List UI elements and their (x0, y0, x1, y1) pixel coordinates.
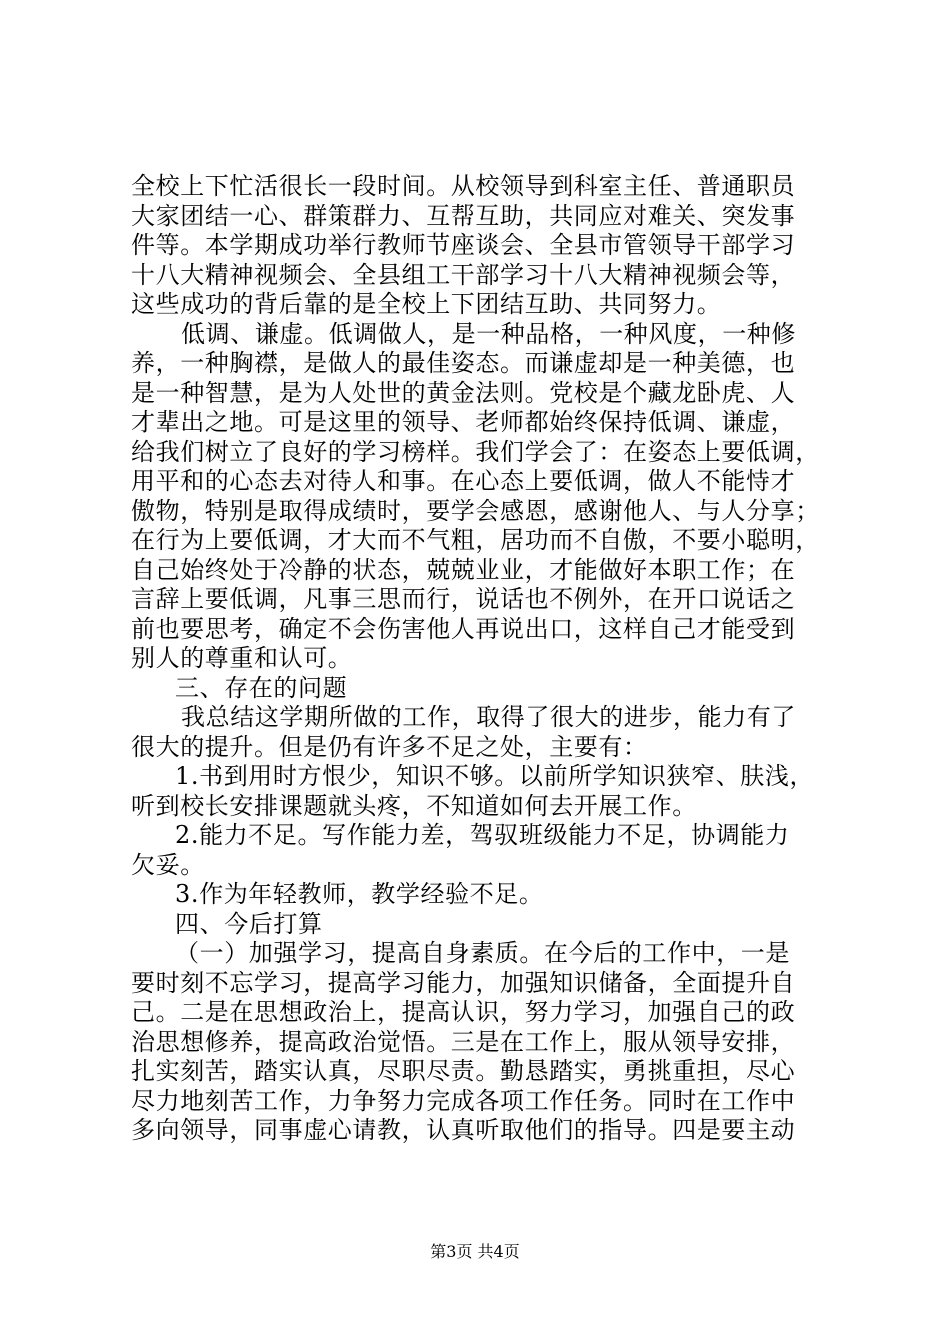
text-line: （一）加强学习，提高自身素质。在今后的工作中，一是 (175, 939, 790, 967)
text-line: 是一种智慧，是为人处世的黄金法则。党校是个藏龙卧虎、人 (131, 378, 796, 407)
text-line: 1.书到用时方恨少，知识不够。以前所学知识狭窄、肤浅， (175, 762, 815, 790)
text-line: 前也要思考，确定不会伤害他人再说出口，这样自己才能受到 (131, 614, 796, 643)
text-line: 才辈出之地。可是这里的领导、老师都始终保持低调、谦虚， (131, 408, 796, 436)
text-line: 我总结这学期所做的工作，取得了很大的进步，能力有了 (181, 703, 796, 731)
text-line: 尽力地刻苦工作，力争努力完成各项工作任务。同时在工作中 (131, 1086, 796, 1115)
text-line: 言辞上要低调，凡事三思而行，说话也不例外，在开口说话之 (131, 585, 796, 613)
text-line: 给我们树立了良好的学习榜样。我们学会了：在姿态上要低调， (131, 437, 820, 466)
text-line: 己。二是在思想政治上，提高认识，努力学习，加强自己的政 (131, 998, 796, 1026)
text-line: 3.作为年轻教师，教学经验不足。 (175, 880, 544, 908)
text-line: 傲物，特别是取得成绩时，要学会感恩，感谢他人、与人分享； (131, 496, 820, 525)
text-line: 全校上下忙活很长一段时间。从校领导到科室主任、普通职员 (131, 172, 796, 200)
text-line: 要时刻不忘学习，提高学习能力，加强知识储备，全面提升自 (131, 968, 796, 997)
text-line: 多向领导，同事虚心请教，认真听取他们的指导。四是要主动 (131, 1116, 796, 1144)
text-line: 2.能力不足。写作能力差，驾驭班级能力不足，协调能力 (175, 821, 790, 849)
text-line: 件等。本学期成功举行教师节座谈会、全县市管领导干部学习 (131, 231, 796, 259)
text-line: 听到校长安排课题就头疼，不知道如何去开展工作。 (131, 791, 697, 820)
text-line: 养，一种胸襟，是做人的最佳姿态。而谦虚却是一种美德，也 (131, 349, 796, 377)
text-line: 用平和的心态去对待人和事。在心态上要低调，做人不能恃才 (131, 467, 796, 495)
page-footer: 第3页 共4页 (430, 1242, 520, 1261)
text-line: 欠妥。 (131, 850, 205, 879)
text-line: 大家团结一心、群策群力、互帮互助，共同应对难关、突发事 (131, 201, 796, 230)
text-line: 扎实刻苦，踏实认真，尽职尽责。勤恳踏实，勇挑重担，尽心 (131, 1057, 796, 1085)
text-line: 这些成功的背后靠的是全校上下团结互助、共同努力。 (131, 290, 722, 318)
text-line: 很大的提升。但是仍有许多不足之处，主要有： (131, 732, 648, 761)
text-line: 十八大精神视频会、全县组工干部学习十八大精神视频会等， (131, 260, 796, 289)
text-line: 在行为上要低调，才大而不气粗，居功而不自傲，不要小聪明， (131, 526, 820, 554)
text-line: 别人的尊重和认可。 (131, 644, 353, 672)
text-line: 低调、谦虚。低调做人，是一种品格，一种风度，一种修 (181, 319, 796, 348)
text-line: 治思想修养，提高政治觉悟。三是在工作上，服从领导安排， (131, 1027, 796, 1056)
document-body (131, 172, 831, 1146)
text-line: 四、今后打算 (175, 909, 323, 938)
text-line: 自己始终处于冷静的状态，兢兢业业，才能做好本职工作；在 (131, 555, 796, 584)
text-line: 三、存在的问题 (175, 673, 348, 702)
